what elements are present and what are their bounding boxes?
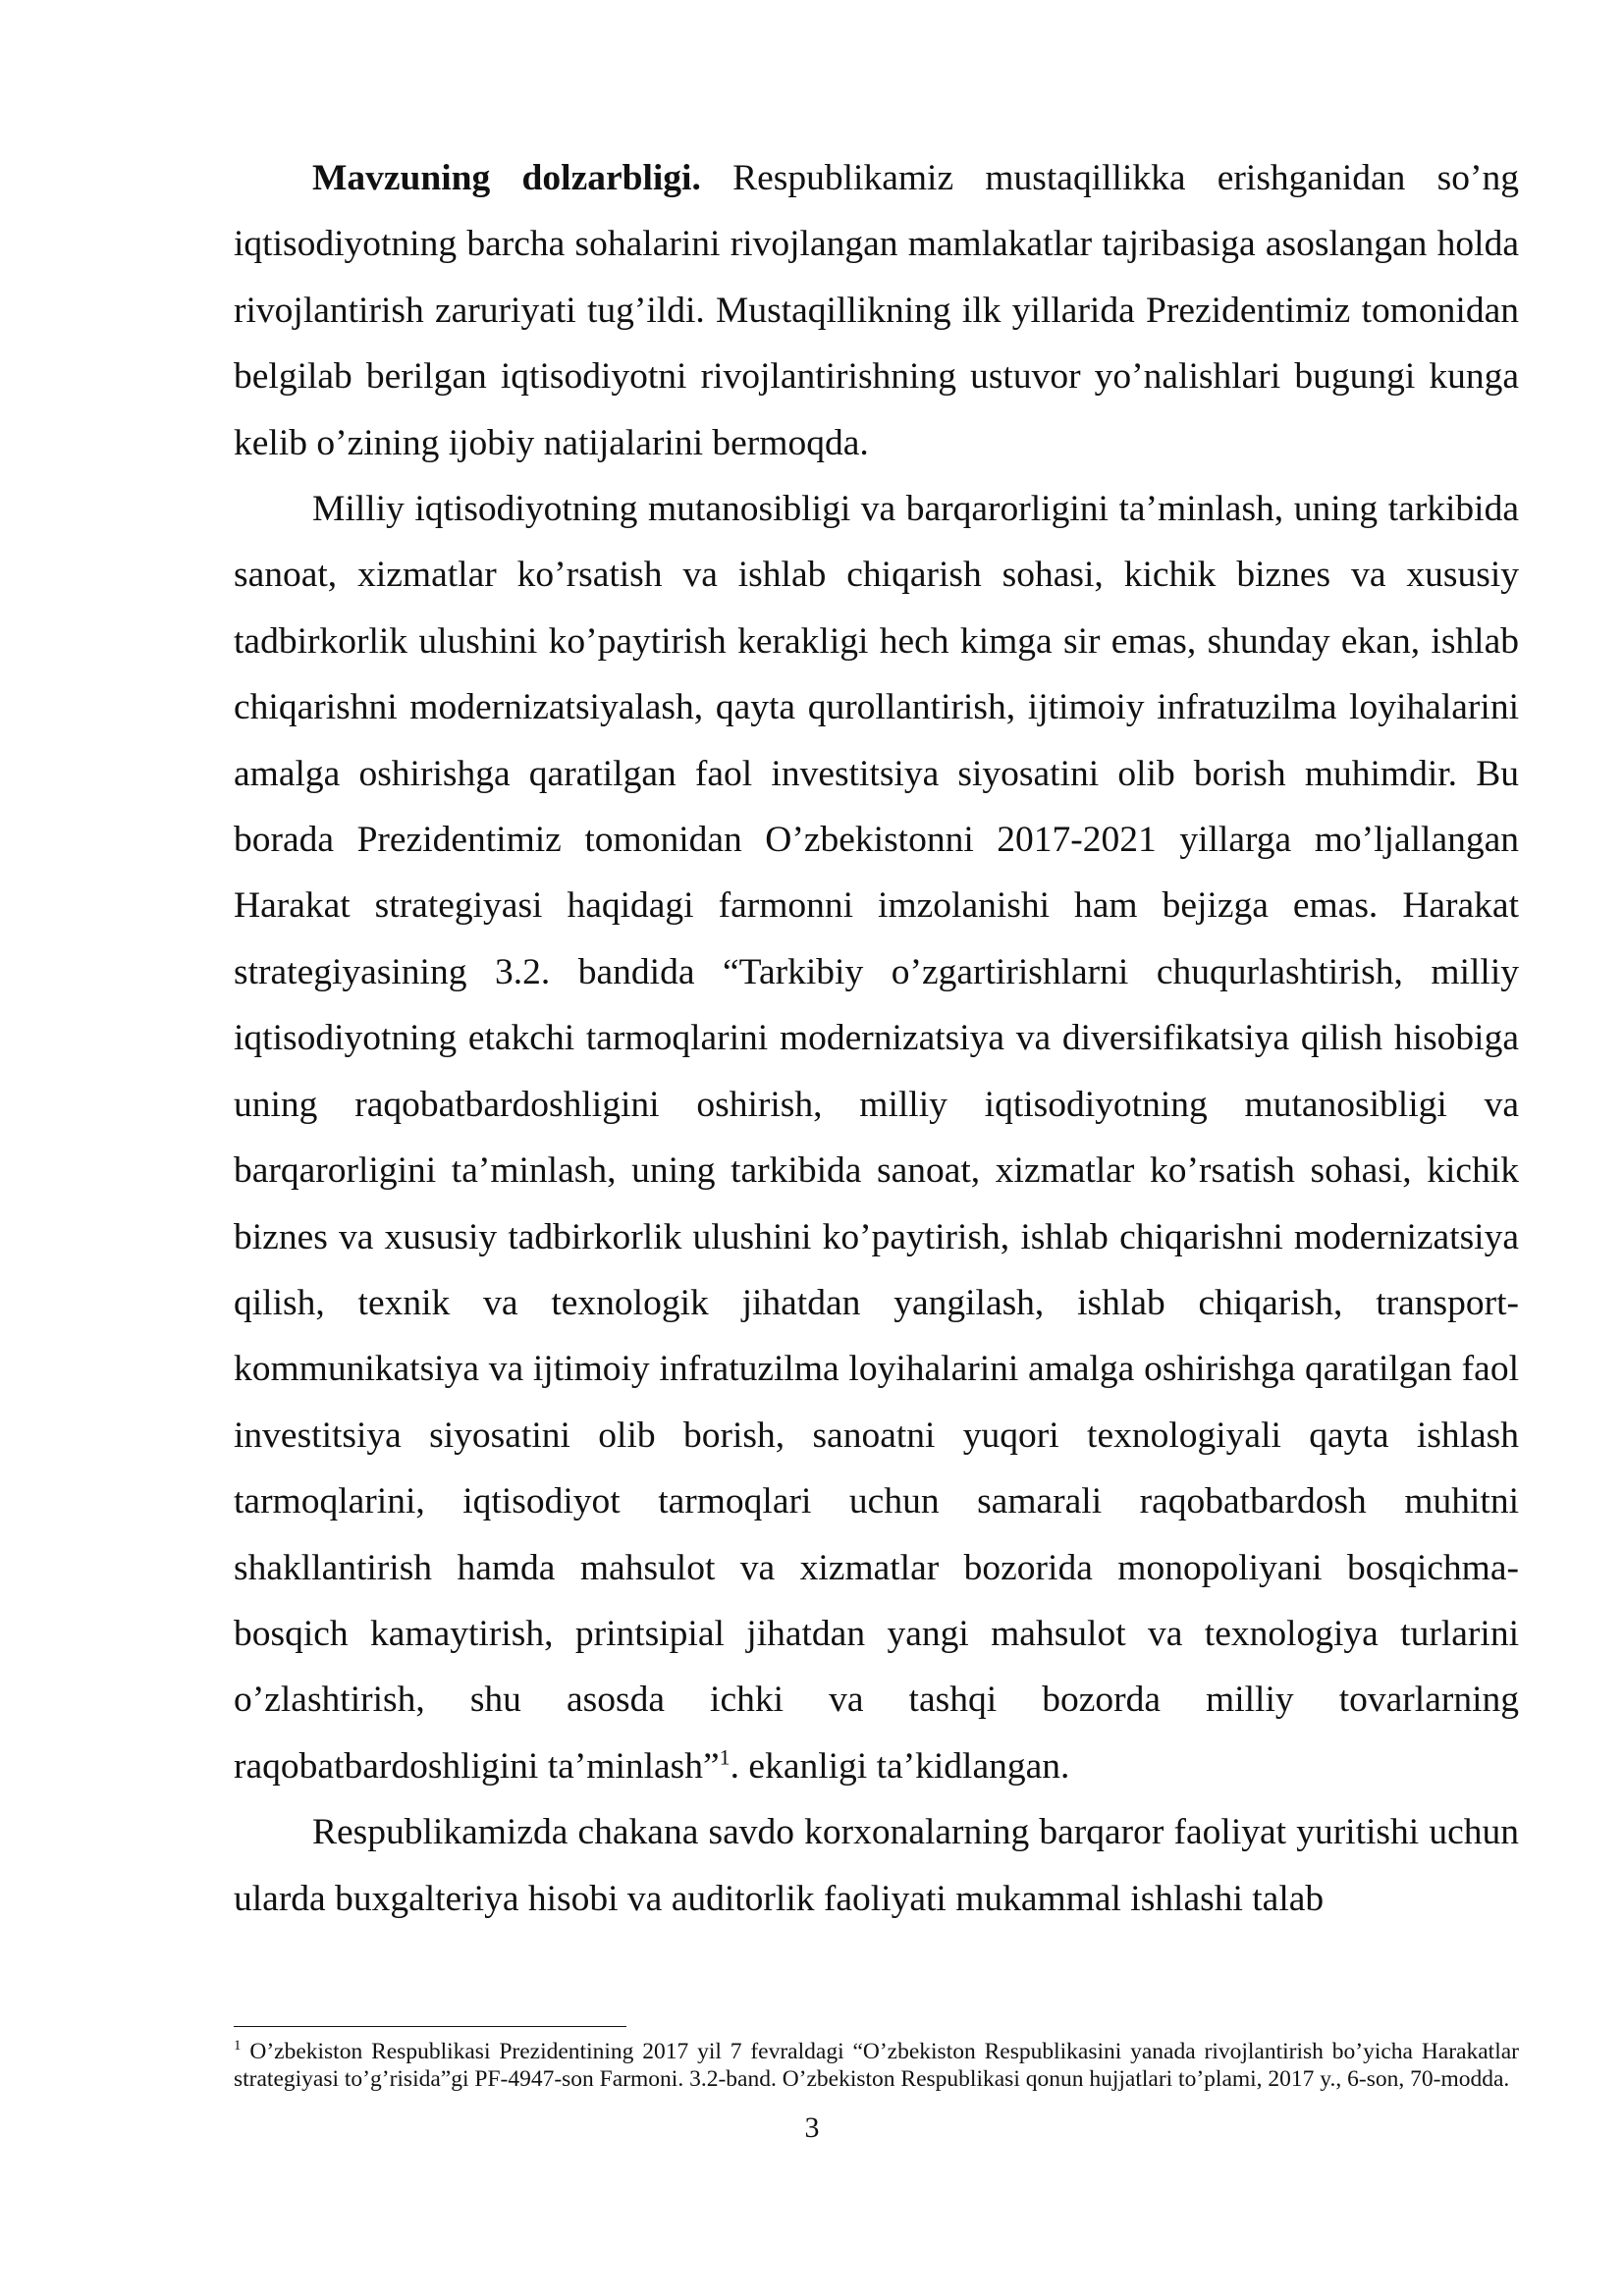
footnote-reference[interactable]: 1 bbox=[719, 1744, 731, 1770]
section-lead-heading: Mavzuning dolzarbligi. bbox=[312, 158, 701, 198]
paragraph-retail bbox=[234, 1799, 1519, 1932]
paragraph-text: . ekanligi ta’kidlangan. bbox=[730, 1745, 1070, 1787]
footnote bbox=[234, 2038, 1519, 2093]
paragraph-relevance bbox=[234, 145, 1519, 476]
body-text bbox=[234, 145, 1519, 1932]
paragraph-text: Milliy iqtisodiyotning mutanosibligi va barqarorligini ta’minlash, uning tarkibida sanoat, xizmatlar ko’rsatish va ishlab chiqarish sohasi, kichik biznes va xususiy tadbirkorlik ulushini ko’paytirish kerakligi hech kimga sir emas, shunday ekan, ishlab chiqarishni modernizatsiyalash, qayta qurollantirish, ijtimoiy infratuzilma loyihalarini amalga oshirishga qaratilgan faol investitsiya siyosatini olib borish muhimdir. Bu borada Prezidentimiz tomonidan O’zbekistonni 2017-2021 yillarga mo’ljallangan Harakat strategiyasi haqidagi farmonni imzolanishi ham bejizga emas. Harakat strategiyasining 3.2. bandida “Tarkibiy o’zgartirishlarni chuqurlashtirish, milliy iqtisodiyotning etakchi tarmoqlarini modernizatsiya va diversifikatsiya qilish hisobiga uning raqobatbardoshligini oshirish, milliy iqtisodiyotning mutanosibligi va barqarorligini ta’minlash, uning tarkibida sanoat, xizmatlar ko’rsatish sohasi, kichik biznes va xususiy tadbirkorlik ulushini ko’paytirish, ishlab chiqarishni modernizatsiya qilish, texnik va texnologik jihatdan yangilash, ishlab chiqarish, transport-kommunikatsiya va ijtimoiy infratuzilma loyihalarini amalga oshirishga qaratilgan faol investitsiya siyosatini olib borish, sanoatni yuqori texnologiyali qayta ishlash tarmoqlarini, iqtisodiyot tarmoqlari uchun samarali raqobatbardosh muhitni shakllantirish hamda mahsulot va xizmatlar bozorida monopoliyani bosqichma-bosqich kamaytirish, printsipial jihatdan yangi mahsulot va texnologiya turlarini o’zlashtirish, shu asosda ichki va tashqi bozorda milliy tovarlarning raqobatbardoshligini ta’minlash” bbox=[234, 489, 1519, 1787]
paragraph-text: Respublikamizda chakana savdo korxonalarning barqaror faoliyat yuritishi uchun ularda buxgalteriya hisobi va auditorlik faoliyati mukammal ishlashi talab bbox=[234, 1812, 1519, 1919]
footnote-mark: 1 bbox=[234, 2038, 242, 2055]
footnote-separator bbox=[234, 2026, 626, 2027]
paragraph-strategy bbox=[234, 476, 1519, 1799]
footnote-text: O’zbekiston Respublikasi Prezidentining 2017 yil 7 fevraldagi “O’zbekiston Respublikasini yanada rivojlantirish bo’yicha Harakatlar strategiyasi to’g’risida”gi PF-4947-son Farmoni. 3.2-band. O’zbekiston Respublikasi qonun hujjatlari to’plami, 2017 y., 6-son, 70-modda. bbox=[234, 2039, 1519, 2092]
paragraph-text: Respublikamiz mustaqillikka erishganidan so’ng iqtisodiyotning barcha sohalarini rivojlangan mamlakatlar tajribasiga asoslangan holda rivojlantirish zaruriyati tug’ildi. Mustaqillikning ilk yillarida Prezidentimiz tomonidan belgilab berilgan iqtisodiyotni rivojlantirishning ustuvor yo’nalishlari bugungi kunga kelib o’zining ijobiy natijalarini bermoqda. bbox=[234, 158, 1519, 463]
page-number: 3 bbox=[804, 2111, 820, 2144]
